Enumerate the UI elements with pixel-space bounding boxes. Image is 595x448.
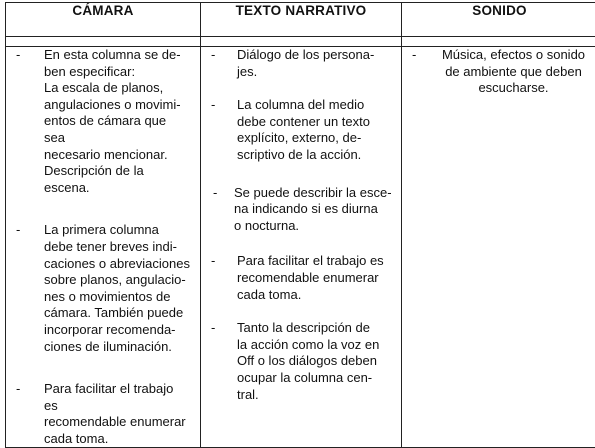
- bullet-dash: -: [16, 47, 26, 64]
- camara-item: [6, 222, 200, 355]
- script-format-table: [5, 2, 595, 448]
- sonido-item-text: Música, efectos o sonido de ambiente que deben escucharse.: [434, 47, 593, 97]
- spacer-cell: [6, 37, 201, 47]
- narrativo-item: [201, 320, 401, 403]
- camara-item: [6, 381, 200, 447]
- header-camara: CÁMARA: [6, 3, 201, 37]
- camara-cell: [6, 47, 201, 448]
- narrativo-item-text: Diálogo de los persona- jes.: [237, 47, 395, 80]
- narrativo-item: [201, 97, 401, 163]
- header-texto-narrativo: TEXTO NARRATIVO: [201, 3, 402, 37]
- narrativo-item: [201, 47, 401, 80]
- bullet-dash: -: [213, 185, 223, 202]
- bullet-dash: -: [412, 47, 422, 64]
- bullet-dash: -: [211, 320, 221, 337]
- sonido-cell: [402, 47, 595, 448]
- narrativo-item: [201, 253, 401, 303]
- narrativo-item-text: Tanto la descripción de la acción como la voz en Off o los diálogos deben ocupar la columna cen- tral.: [237, 320, 395, 403]
- narrativo-item-text: La columna del medio debe contener un texto explícito, externo, de- scriptivo de la acción.: [237, 97, 395, 163]
- spacer-cell: [402, 37, 595, 47]
- bullet-dash: -: [211, 47, 221, 64]
- narrativo-item-text: Se puede describir la esce- na indicando si es diurna o nocturna.: [234, 185, 395, 235]
- bullet-dash: -: [16, 222, 26, 239]
- bullet-dash: -: [211, 253, 221, 270]
- bullet-dash: -: [211, 97, 221, 114]
- camara-item-text: En esta columna se de- ben especificar: La escala de planos, angulaciones o movimi- entos de cámara que sea necesario mencionar. Descripción de la escena.: [44, 47, 190, 196]
- camara-item-text: La primera columna debe tener breves indi- caciones o abreviaciones sobre planos, angulacio- nes o movimientos de cámara. También puede incorporar recomenda- ciones de iluminación.: [44, 222, 190, 355]
- content-row: [6, 47, 595, 448]
- narrativo-item-text: Para facilitar el trabajo es recomendable enumerar cada toma.: [237, 253, 395, 303]
- camara-item-text: Para facilitar el trabajo es recomendable enumerar cada toma.: [44, 381, 190, 447]
- bullet-dash: -: [16, 381, 26, 398]
- narrativo-item: [201, 185, 401, 235]
- header-sonido: SONIDO: [402, 3, 595, 37]
- camara-item: [6, 47, 200, 196]
- texto-narrativo-cell: [201, 47, 402, 448]
- spacer-row: [6, 37, 595, 47]
- spacer-cell: [201, 37, 402, 47]
- header-row: [6, 3, 595, 37]
- sonido-item: [402, 47, 595, 97]
